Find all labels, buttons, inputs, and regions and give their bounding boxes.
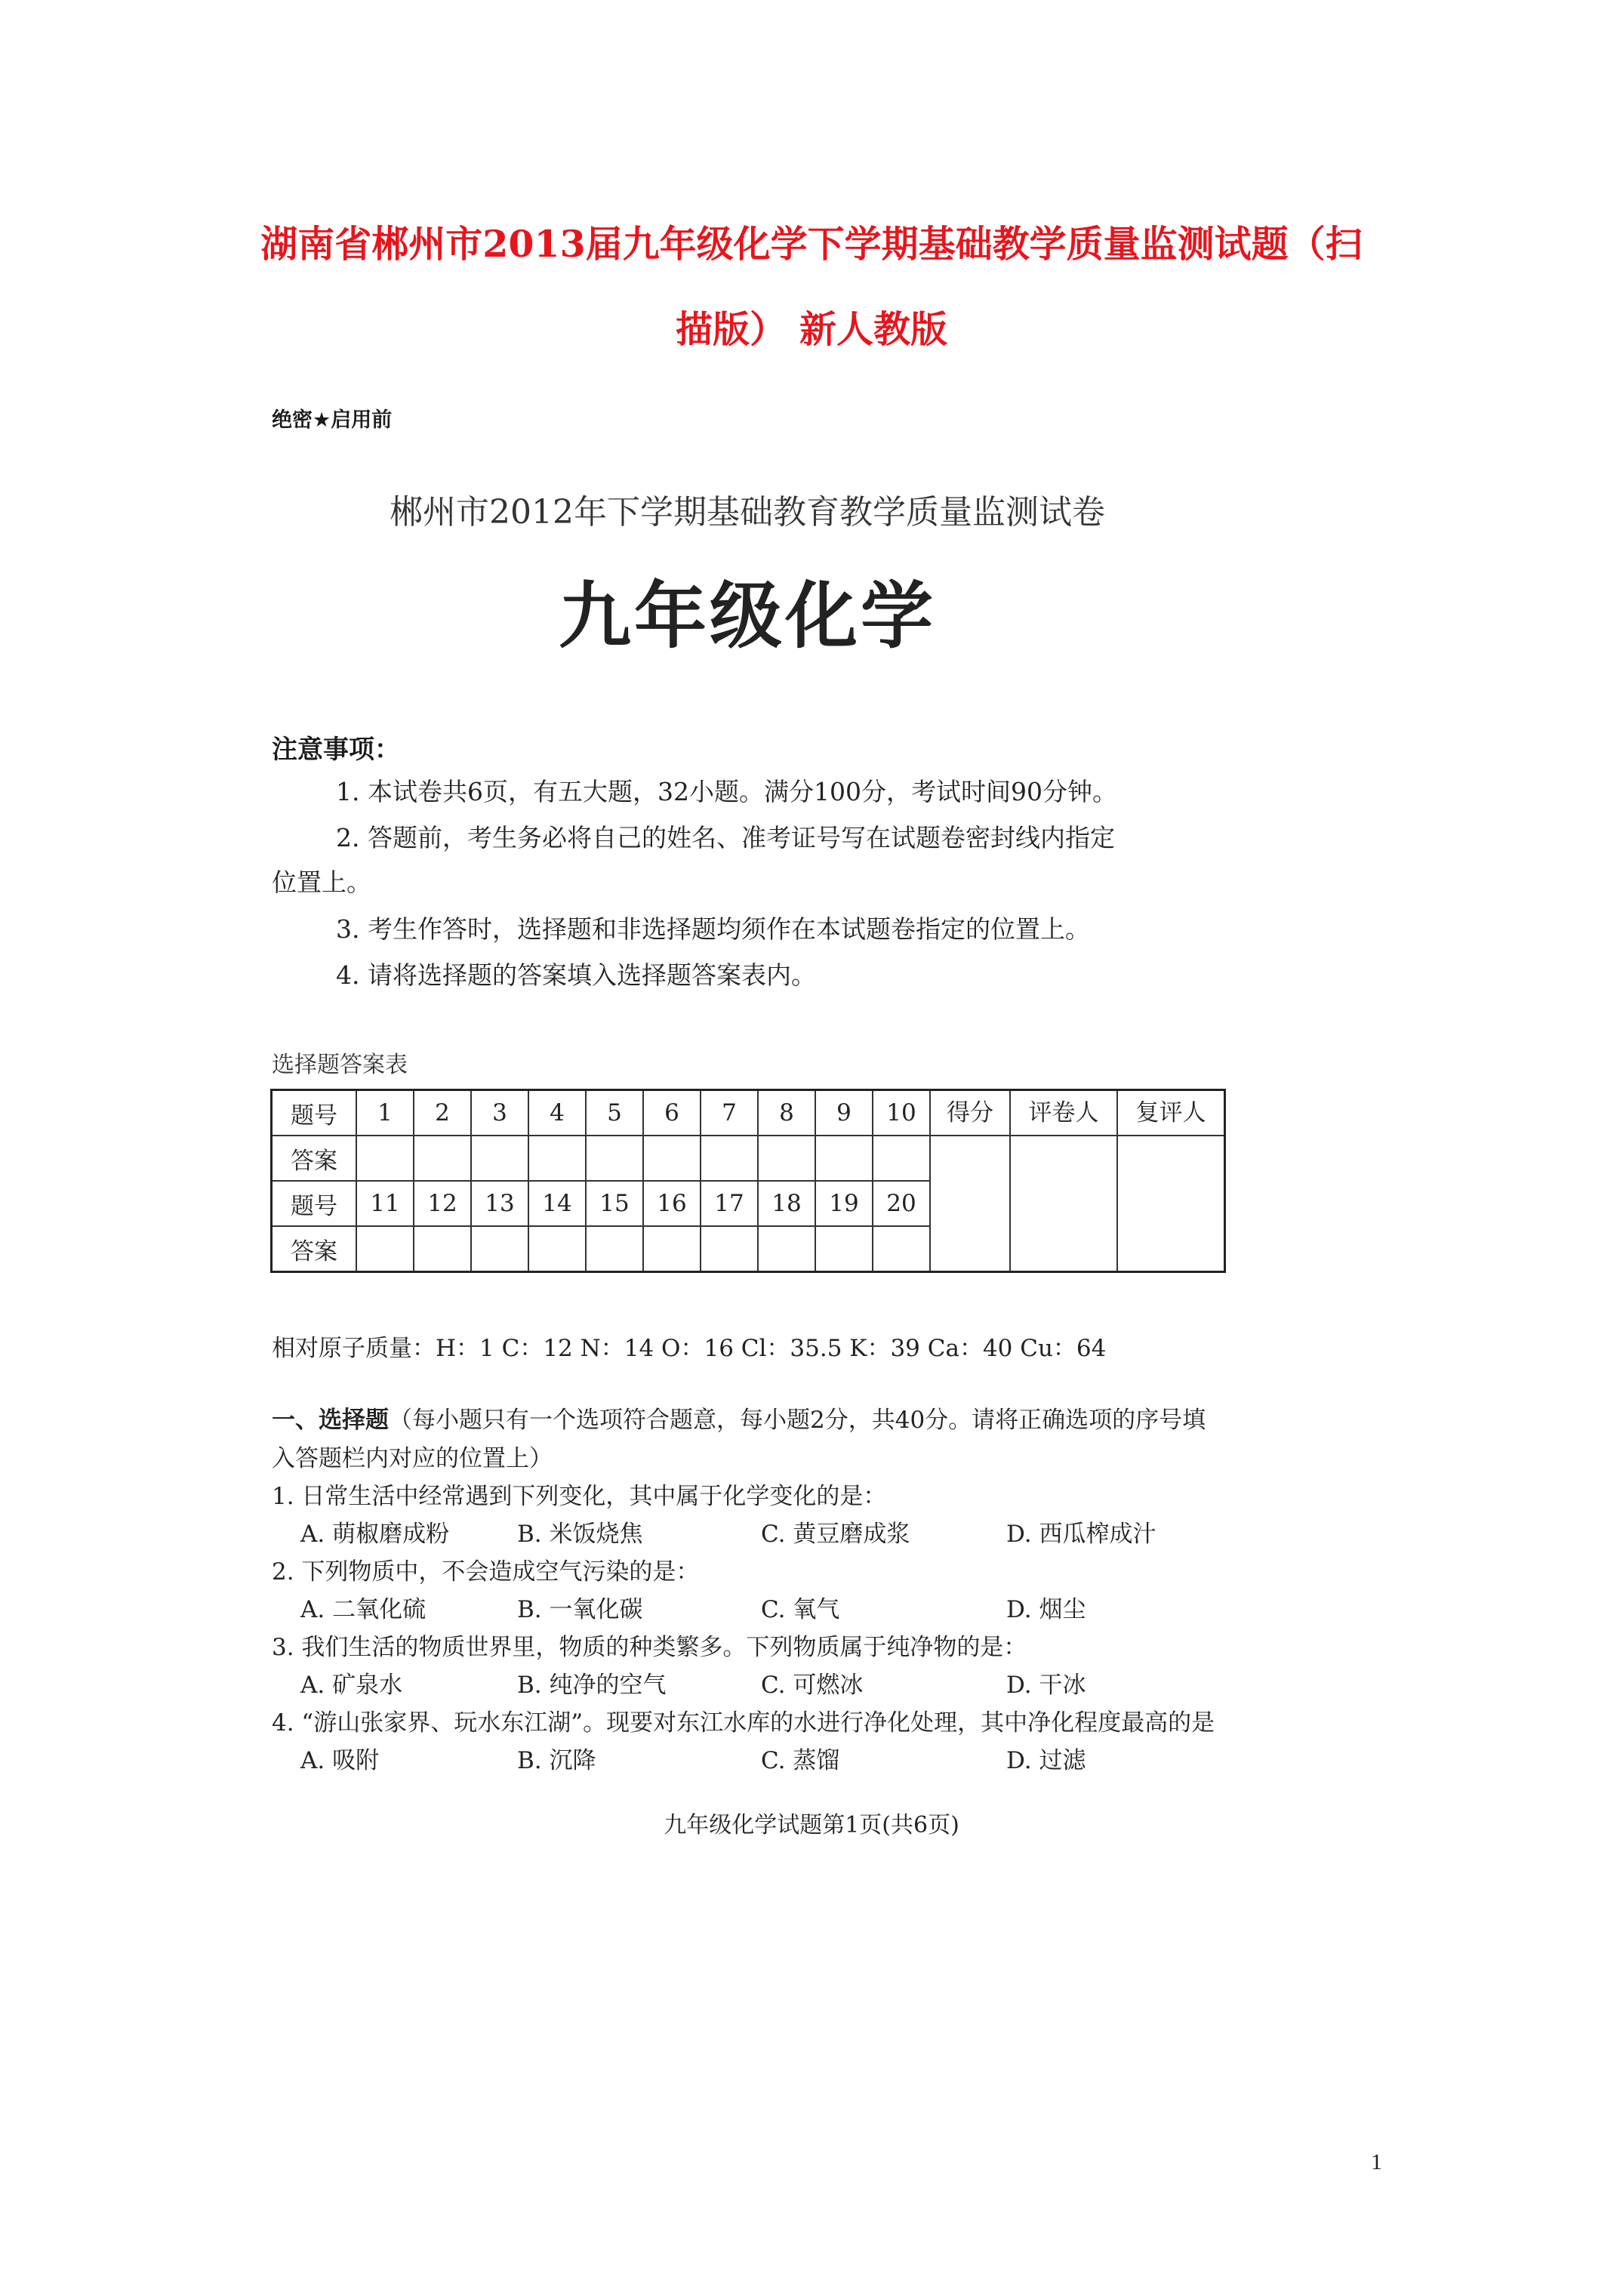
question-number-cell: 16 — [643, 1181, 701, 1226]
question-number-cell: 13 — [471, 1181, 528, 1226]
answer-cell[interactable] — [873, 1226, 930, 1272]
score-header: 得分 — [931, 1091, 1009, 1136]
question-number-cell: 8 — [758, 1090, 815, 1136]
question-number-cell: 18 — [758, 1181, 815, 1226]
notice-heading: 注意事项： — [272, 735, 400, 765]
answer-table — [270, 1089, 1226, 1273]
secret-mark: 绝密★启用前 — [272, 408, 393, 432]
page-number: 1 — [1371, 2150, 1382, 2174]
reviewer-header: 复评人 — [1118, 1091, 1224, 1136]
question-number-cell: 2 — [414, 1090, 471, 1136]
question-2-option-a[interactable]: A. 二氧化硫 — [300, 1596, 427, 1623]
answer-cell[interactable] — [528, 1226, 586, 1272]
score-column — [930, 1090, 1010, 1272]
answer-cell[interactable] — [356, 1226, 414, 1272]
table-label-answer: 答案 — [272, 1136, 357, 1181]
answer-cell[interactable] — [528, 1136, 586, 1181]
answer-cell[interactable] — [356, 1136, 414, 1181]
answer-cell[interactable] — [414, 1136, 471, 1181]
question-number-cell: 17 — [701, 1181, 758, 1226]
answer-cell[interactable] — [414, 1226, 471, 1272]
question-number-cell: 15 — [586, 1181, 643, 1226]
question-1-option-b[interactable]: B. 米饭烧焦 — [517, 1521, 643, 1548]
section1-instruction-text: （每小题只有一个选项符合题意，每小题2分，共40分。请将正确选项的序号填 — [389, 1407, 1206, 1434]
reviewer-column — [1117, 1090, 1225, 1272]
question-4-stem: 4. “游山张家界、玩水东江湖”。现要对东江水库的水进行净化处理，其中净化程度最高的是 — [272, 1709, 1215, 1737]
question-number-cell: 20 — [873, 1181, 930, 1226]
answer-cell[interactable] — [758, 1226, 815, 1272]
question-number-cell: 6 — [643, 1090, 701, 1136]
answer-cell[interactable] — [758, 1136, 815, 1181]
question-number-cell: 10 — [873, 1090, 930, 1136]
answer-cell[interactable] — [701, 1136, 758, 1181]
grader-header: 评卷人 — [1011, 1091, 1116, 1136]
section1-instruction-cont: 入答题栏内对应的位置上） — [272, 1445, 553, 1472]
answer-cell[interactable] — [471, 1226, 528, 1272]
question-number-cell: 9 — [815, 1090, 873, 1136]
question-1-option-c[interactable]: C. 黄豆磨成浆 — [761, 1521, 910, 1548]
question-4-option-d[interactable]: D. 过滤 — [1006, 1747, 1086, 1774]
table-row — [272, 1090, 1225, 1136]
question-4-option-a[interactable]: A. 吸附 — [300, 1747, 380, 1774]
question-4-option-c[interactable]: C. 蒸馏 — [761, 1747, 840, 1774]
question-3-option-b[interactable]: B. 纯净的空气 — [517, 1672, 667, 1699]
question-number-cell: 5 — [586, 1090, 643, 1136]
question-4-option-b[interactable]: B. 沉降 — [517, 1747, 596, 1774]
question-number-cell: 7 — [701, 1090, 758, 1136]
answer-cell[interactable] — [873, 1136, 930, 1181]
section1-heading: 一、选择题 — [272, 1407, 389, 1434]
answer-cell[interactable] — [586, 1226, 643, 1272]
answer-table-caption: 选择题答案表 — [272, 1052, 408, 1078]
question-number-cell: 1 — [356, 1090, 414, 1136]
table-label-answer: 答案 — [272, 1226, 357, 1272]
answer-cell[interactable] — [643, 1136, 701, 1181]
question-number-cell: 11 — [356, 1181, 414, 1226]
document-title-line1: 湖南省郴州市2013届九年级化学下学期基础教学质量监测试题（扫 — [260, 222, 1363, 266]
question-number-cell: 14 — [528, 1181, 586, 1226]
answer-cell[interactable] — [586, 1136, 643, 1181]
question-number-cell: 4 — [528, 1090, 586, 1136]
question-3-stem: 3. 我们生活的物质世界里，物质的种类繁多。下列物质属于纯净物的是： — [272, 1634, 1027, 1661]
table-label-number: 题号 — [272, 1090, 357, 1136]
question-number-cell: 12 — [414, 1181, 471, 1226]
question-number-cell: 3 — [471, 1090, 528, 1136]
question-1-option-a[interactable]: A. 萌椒磨成粉 — [300, 1521, 450, 1548]
question-2-option-d[interactable]: D. 烟尘 — [1006, 1596, 1086, 1623]
notice-item-2-cont: 位置上。 — [272, 868, 371, 897]
exam-subject: 九年级化学 — [559, 574, 936, 658]
answer-cell[interactable] — [815, 1226, 873, 1272]
answer-cell[interactable] — [471, 1136, 528, 1181]
question-3-option-d[interactable]: D. 干冰 — [1006, 1672, 1086, 1699]
answer-cell[interactable] — [643, 1226, 701, 1272]
table-label-number: 题号 — [272, 1181, 357, 1226]
question-2-option-c[interactable]: C. 氧气 — [761, 1596, 840, 1623]
document-title-line2: 描版） 新人教版 — [675, 307, 948, 351]
question-1-option-d[interactable]: D. 西瓜榨成汁 — [1006, 1521, 1156, 1548]
question-2-stem: 2. 下列物质中，不会造成空气污染的是： — [272, 1558, 700, 1586]
notice-item-3: 3. 考生作答时，选择题和非选择题均须作在本试题卷指定的位置上。 — [336, 914, 1090, 944]
answer-cell[interactable] — [701, 1226, 758, 1272]
question-3-option-a[interactable]: A. 矿泉水 — [300, 1672, 403, 1699]
question-number-cell: 19 — [815, 1181, 873, 1226]
atomic-masses: 相对原子质量：H：1 C：12 N：14 O：16 Cl：35.5 K：39 Ca：40 Cu：64 — [272, 1335, 1107, 1362]
answer-cell[interactable] — [815, 1136, 873, 1181]
question-3-option-c[interactable]: C. 可燃冰 — [761, 1672, 864, 1699]
question-2-option-b[interactable]: B. 一氧化碳 — [517, 1596, 643, 1623]
notice-item-1: 1. 本试卷共6页，有五大题，32小题。满分100分，考试时间90分钟。 — [336, 777, 1117, 806]
notice-item-4: 4. 请将选择题的答案填入选择题答案表内。 — [336, 960, 816, 990]
grader-column — [1010, 1090, 1117, 1272]
question-1-stem: 1. 日常生活中经常遇到下列变化，其中属于化学变化的是： — [272, 1483, 887, 1510]
section1-instruction — [272, 1401, 1206, 1435]
exam-title: 郴州市2012年下学期基础教育教学质量监测试卷 — [390, 493, 1105, 532]
exam-page-footer: 九年级化学试题第1页(共6页) — [664, 1812, 959, 1838]
notice-item-2: 2. 答题前，考生务必将自己的姓名、准考证号写在试题卷密封线内指定 — [336, 823, 1115, 852]
